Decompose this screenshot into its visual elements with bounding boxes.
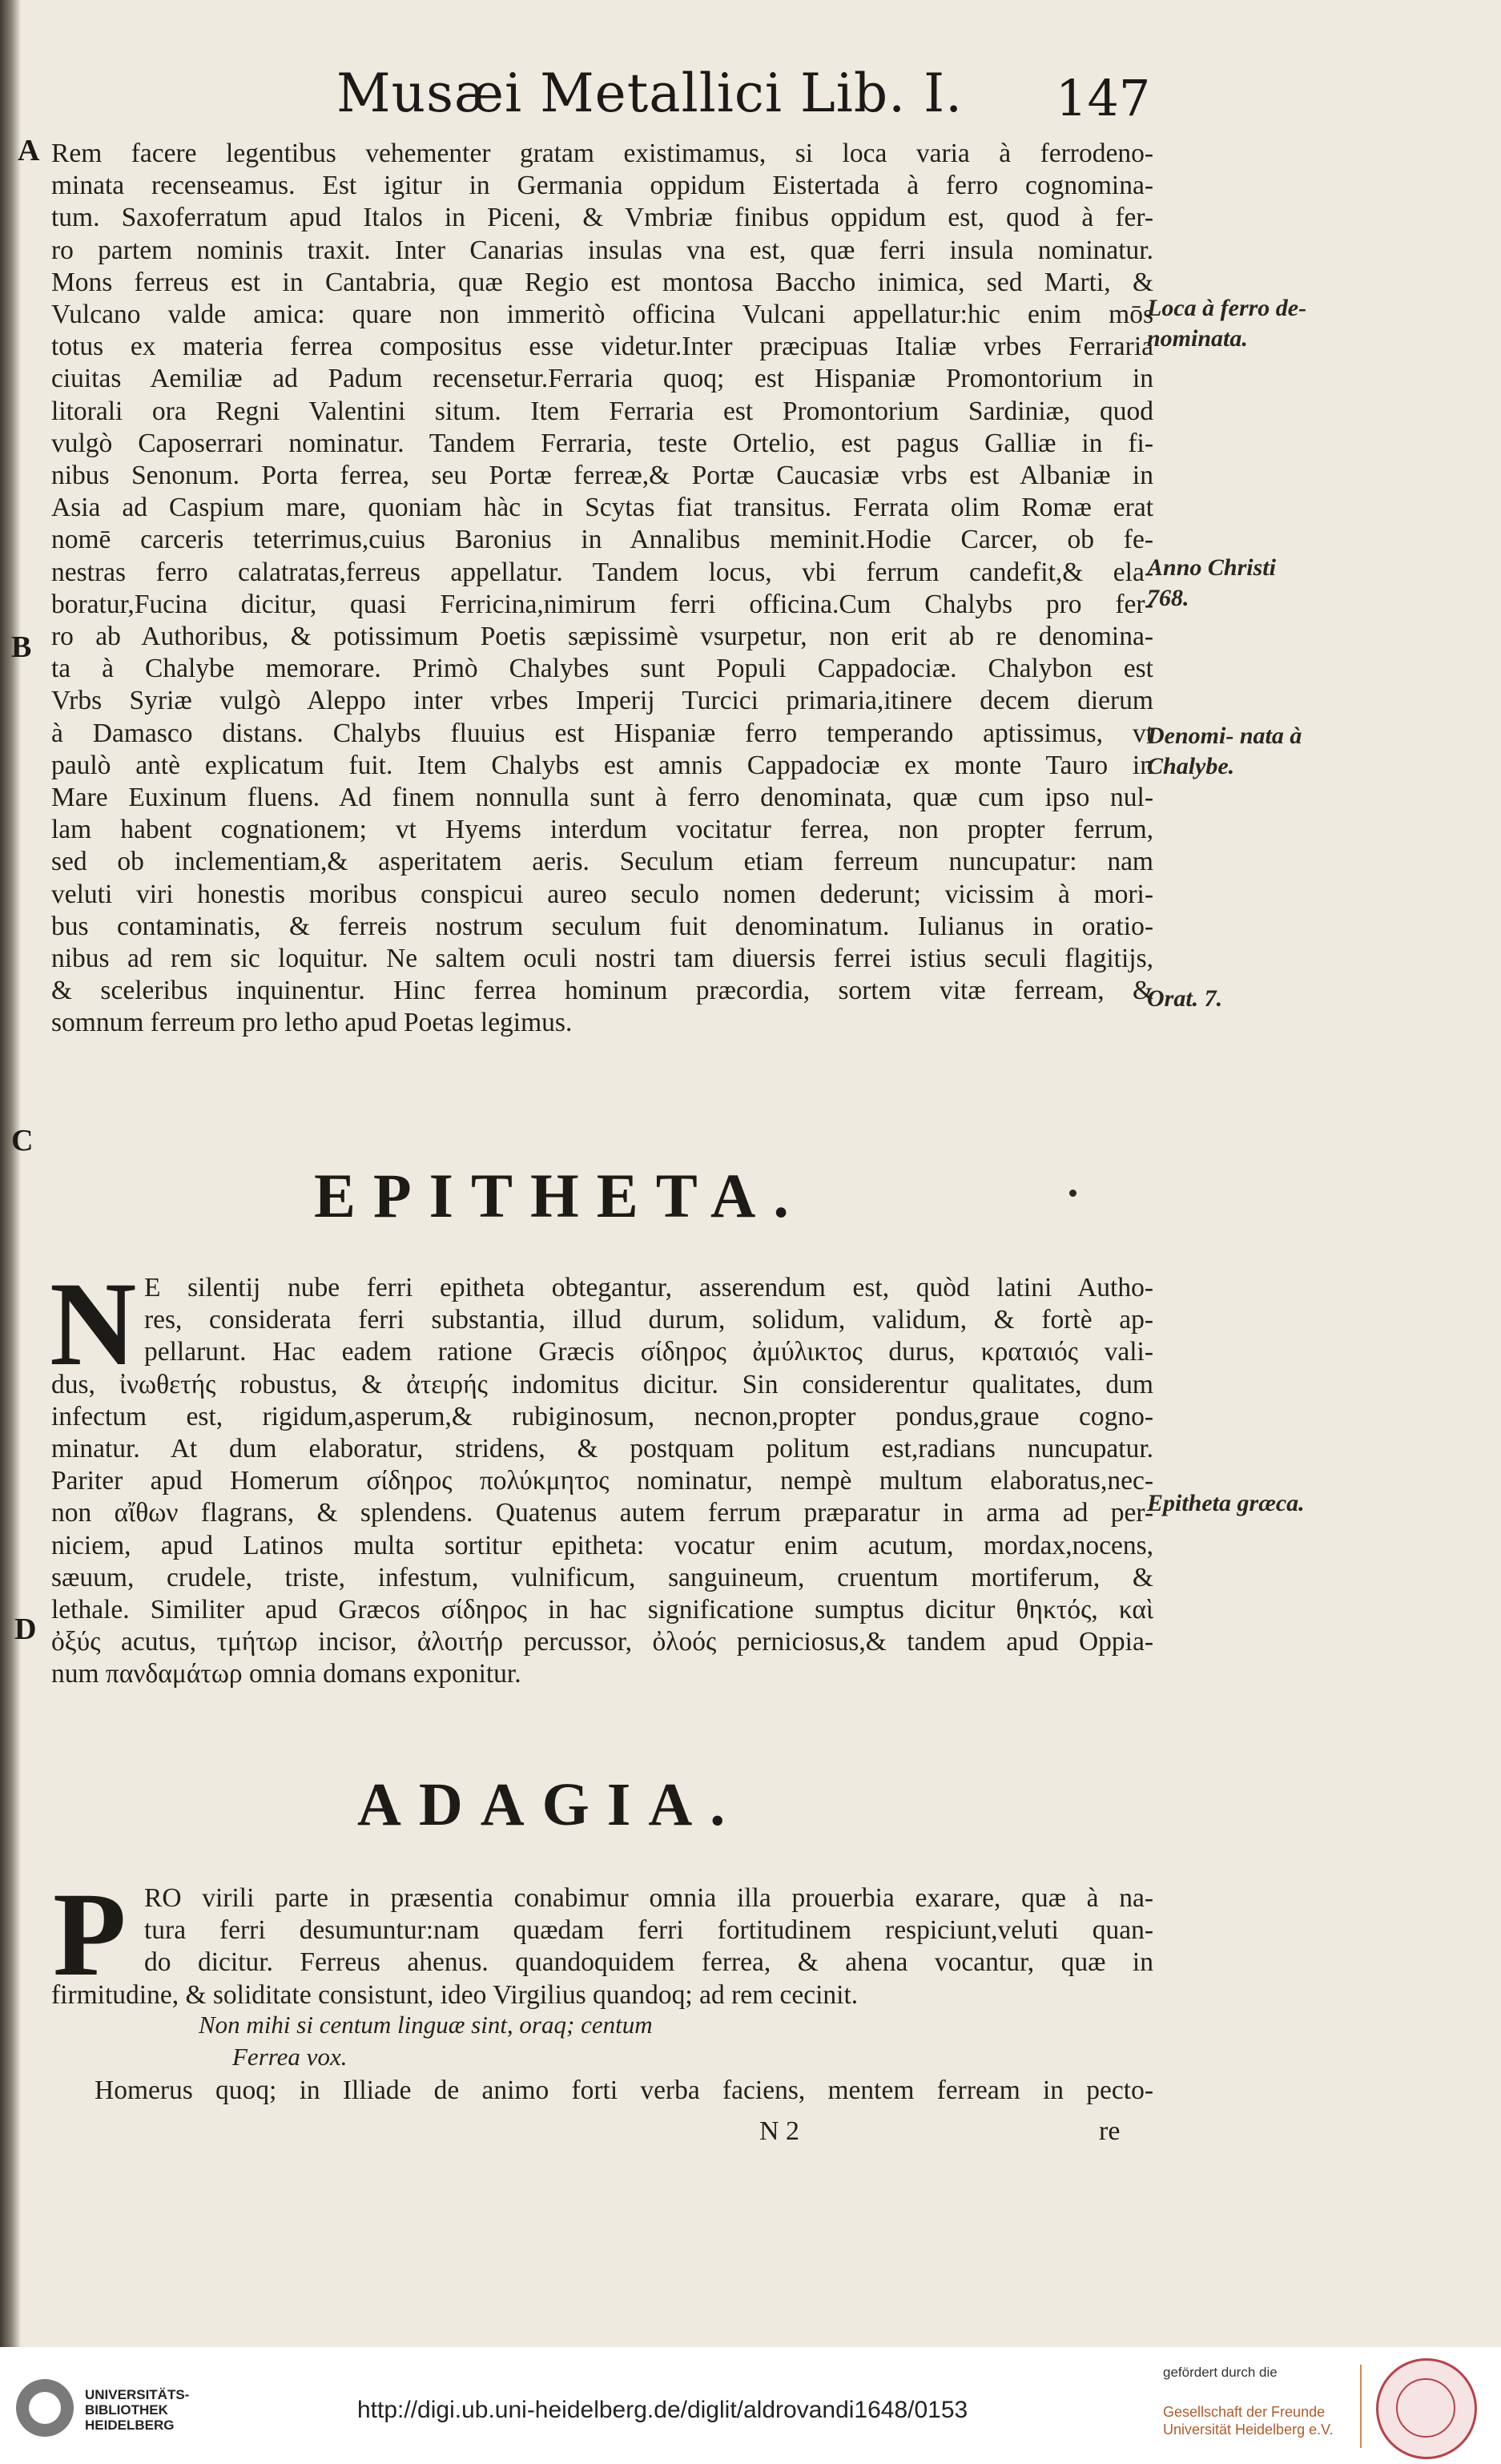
margin-letter-a: A bbox=[18, 134, 40, 167]
text-line: boratur,Fucina dicitur, quasi Ferricina,nimirum ferri officina.Cum Chalybs pro fer- bbox=[51, 589, 1153, 619]
heading-adagia: ADAGIA. bbox=[357, 1771, 743, 1838]
text-line: sæuum, crudele, triste, infestum, vulnificum, sanguineum, cruentum mortiferum, & bbox=[51, 1562, 1153, 1592]
text-line: pellarunt. Hac eadem ratione Græcis σίδηρος ἀμύλικτος durus, κραταιός vali- bbox=[144, 1337, 1153, 1367]
text-line: ta à Chalybe memorare. Primò Chalybes sunt Populi Cappadociæ. Chalybon est bbox=[51, 654, 1153, 684]
dropcap-p: P bbox=[53, 1868, 127, 2001]
text-line: nestras ferro calatratas,ferreus appellatur. Tandem locus, vbi ferrum candefit,& ela- bbox=[51, 557, 1153, 587]
margin-note-anno: Anno Christi 768. bbox=[1147, 554, 1276, 611]
text-line: tum. Saxoferratum apud Italos in Piceni, & Vmbriæ finibus oppidum est, quod à fer- bbox=[51, 203, 1153, 233]
text-line: Homerus quoq; in Illiade de animo forti verba faciens, mentem ferream in pecto- bbox=[95, 2075, 1153, 2105]
text-line: do dicitur. Ferreus ahenus. quandoquidem ferrea, & ahena vocantur, quæ in bbox=[144, 1947, 1153, 1978]
verse-line-1: Non mihi si centum linguæ sint, oraq; centum bbox=[199, 2011, 653, 2039]
page-number: 147 bbox=[1056, 69, 1151, 127]
sponsor-name[interactable]: Gesellschaft der Freunde Universität Heidelberg e.V. bbox=[1163, 2404, 1334, 2438]
ornament-dot bbox=[1069, 1190, 1076, 1197]
running-title: Musæi Metallici Lib. I. bbox=[336, 62, 964, 124]
text-line: veluti viri honestis moribus conspicui aureo seculo nomen dederunt; vicissim à mori- bbox=[51, 879, 1153, 909]
margin-note-loca: Loca à ferro de- nominata. bbox=[1147, 295, 1307, 352]
text-line: num πανδαμάτωρ omnia domans exponitur. bbox=[51, 1659, 521, 1689]
verse-line-2: Ferrea vox. bbox=[232, 2043, 348, 2071]
text-line: firmitudine, & soliditate consistunt, ideo Virgilius quandoq; ad rem cecinit. bbox=[51, 1979, 859, 2010]
text-line: lam habent cognationem; vt Hyems interdum vocitatur ferrea, non propter ferrum, bbox=[51, 815, 1153, 845]
text-line: minata recenseamus. Est igitur in Germania oppidum Eistertada à ferro cognomina- bbox=[51, 171, 1153, 201]
text-line: Mons ferreus est in Cantabria, quæ Regio est montosa Baccho inimica, sed Marti, & bbox=[51, 267, 1153, 297]
text-line: nibus Senonum. Porta ferrea, seu Portæ ferreæ,& Portæ Caucasiæ vrbs est Albaniæ in bbox=[51, 461, 1153, 490]
text-line: ciuitas Aemiliæ ad Padum recensetur.Ferraria quoq; est Hispaniæ Promontorium in bbox=[51, 364, 1153, 394]
text-line: nomē carceris teterrimus,cuius Baronius in Annalibus meminit.Hodie Carcer, ob fe- bbox=[51, 525, 1153, 555]
text-line: Mare Euxinum fluens. Ad finem nonnulla sunt à ferro denominata, quæ cum ipso nul- bbox=[51, 783, 1153, 812]
text-line: somnum ferreum pro letho apud Poetas legimus. bbox=[51, 1008, 573, 1038]
text-line: Asia ad Caspium mare, quoniam hàc in Scytas fiat transitus. Ferrata olim Romæ erat bbox=[51, 493, 1153, 523]
text-line: ὀξύς acutus, τμήτωρ incisor, ἀλοιτήρ percussor, ὀλοός perniciosus,& tandem apud Oppia- bbox=[51, 1627, 1153, 1657]
text-line: Pariter apud Homerum σίδηρος πολύκμητος nominatur, nempè multum elaboratus,nec- bbox=[51, 1466, 1153, 1496]
text-line: sed ob inclementiam,& asperitatem aeris. Seculum etiam ferreum nuncupatur: nam bbox=[51, 847, 1153, 877]
running-head bbox=[0, 62, 1501, 135]
text-line: litorali ora Regni Valentini situm. Item Ferraria est Promontorium Sardiniæ, quod bbox=[51, 396, 1153, 426]
permalink-url[interactable]: http://digi.ub.uni-heidelberg.de/diglit/aldrovandi1648/0153 bbox=[357, 2397, 968, 2423]
text-line: dus, ἰνωθετής robustus, & ἀτειρής indomitus dicitur. Sin considerentur qualitates, dum bbox=[51, 1369, 1153, 1399]
text-line: lethale. Similiter apud Græcos σίδηρος in hac significatione sumptus dicitur θηκτός, καὶ bbox=[51, 1595, 1153, 1625]
text-line: non αἴθων flagrans, & splendens. Quatenus autem ferrum præparatur in arma ad per- bbox=[51, 1498, 1153, 1528]
margin-note-epitheta-graeca: Epitheta græca. bbox=[1147, 1490, 1305, 1516]
text-line: infectum est, rigidum,asperum,& rubiginosum, necnon,propter pondus,graue cogno- bbox=[51, 1401, 1153, 1431]
text-line: & sceleribus inquinentur. Hinc ferrea hominum præcordia, sortem vitæ ferream, & bbox=[51, 976, 1153, 1006]
text-line: à Damasco distans. Chalybs fluuius est Hispaniæ ferro temperando aptissimus, vt bbox=[51, 718, 1153, 748]
footer-bar bbox=[0, 2347, 1501, 2464]
text-line: ro partem nominis traxit. Inter Canarias insulas vna est, quæ ferri insula nominatur. bbox=[51, 235, 1153, 265]
sponsor-label: gefördert durch die bbox=[1163, 2365, 1278, 2380]
text-line: bus contaminatis, & ferreis nostrum seculum fuit denominatum. Iulianus in oratio- bbox=[51, 911, 1153, 941]
text-line: ro ab Authoribus, & potissimum Poetis sæpissimè vsurpetur, non erit ab re denomina- bbox=[51, 622, 1153, 651]
text-line: paulò antè explicatum fuit. Item Chalybs est amnis Cappadociæ ex monte Tauro in bbox=[51, 750, 1153, 780]
text-line: minatur. At dum elaboratur, stridens, & postquam politum est,radians nuncupatur. bbox=[51, 1434, 1153, 1464]
heading-epitheta: EPITHETA. bbox=[314, 1161, 807, 1230]
text-line: RO virili parte in præsentia conabimur omnia illa prouerbia exarare, quæ à na- bbox=[144, 1883, 1153, 1913]
library-logo-icon bbox=[16, 2379, 74, 2437]
margin-letter-c: C bbox=[11, 1124, 34, 1158]
catchword: re bbox=[1099, 2116, 1121, 2146]
signature-mark: N 2 bbox=[759, 2116, 800, 2146]
dropcap-n: N bbox=[50, 1258, 137, 1391]
margin-letter-b: B bbox=[11, 630, 32, 664]
text-line: E silentij nube ferri epitheta obtegantur, asserendum est, quòd latini Autho- bbox=[144, 1273, 1153, 1302]
text-line: tura ferri desumuntur:nam quædam ferri fortitudinem respiciunt,veluti quan- bbox=[144, 1915, 1153, 1946]
text-line: vulgò Caposerrari nominatur. Tandem Ferraria, teste Ortelio, est pagus Galliæ in fi- bbox=[51, 428, 1153, 458]
text-line: totus ex materia ferrea compositus esse videtur.Inter præcipuas Italiæ vrbes Ferraria bbox=[51, 332, 1153, 362]
text-line: nibus ad rem sic loquitur. Ne saltem oculi nostri tam diuersis ferrei istius seculi flagitijs, bbox=[51, 944, 1153, 973]
text-line: res, considerata ferri substantia, illud durum, solidum, validum, & fortè ap- bbox=[144, 1305, 1153, 1335]
university-seal-icon bbox=[1376, 2358, 1477, 2459]
text-line: Vulcano valde amica: quare non immeritò officina Vulcani appellatur:hic enim mōs bbox=[51, 300, 1153, 329]
margin-note-denominata: Denomi- nata à Chalybe. bbox=[1147, 723, 1302, 779]
text-line: Vrbs Syriæ vulgò Aleppo inter vrbes Imperij Turcici primaria,itinere decem dierum bbox=[51, 686, 1153, 716]
text-line: Rem facere legentibus vehementer gratam existimamus, si loca varia à ferrodeno- bbox=[51, 139, 1153, 168]
text-line: niciem, apud Latinos multa sortitur epitheta: vocatur enim acutum, mordax,nocens, bbox=[51, 1530, 1153, 1560]
page-gutter-shadow bbox=[0, 0, 21, 2347]
footer-divider bbox=[1360, 2365, 1362, 2448]
library-name: UNIVERSITÄTS- BIBLIOTHEK HEIDELBERG bbox=[85, 2387, 190, 2433]
margin-note-orat: Orat. 7. bbox=[1147, 985, 1223, 1012]
margin-letter-d: D bbox=[14, 1612, 37, 1646]
